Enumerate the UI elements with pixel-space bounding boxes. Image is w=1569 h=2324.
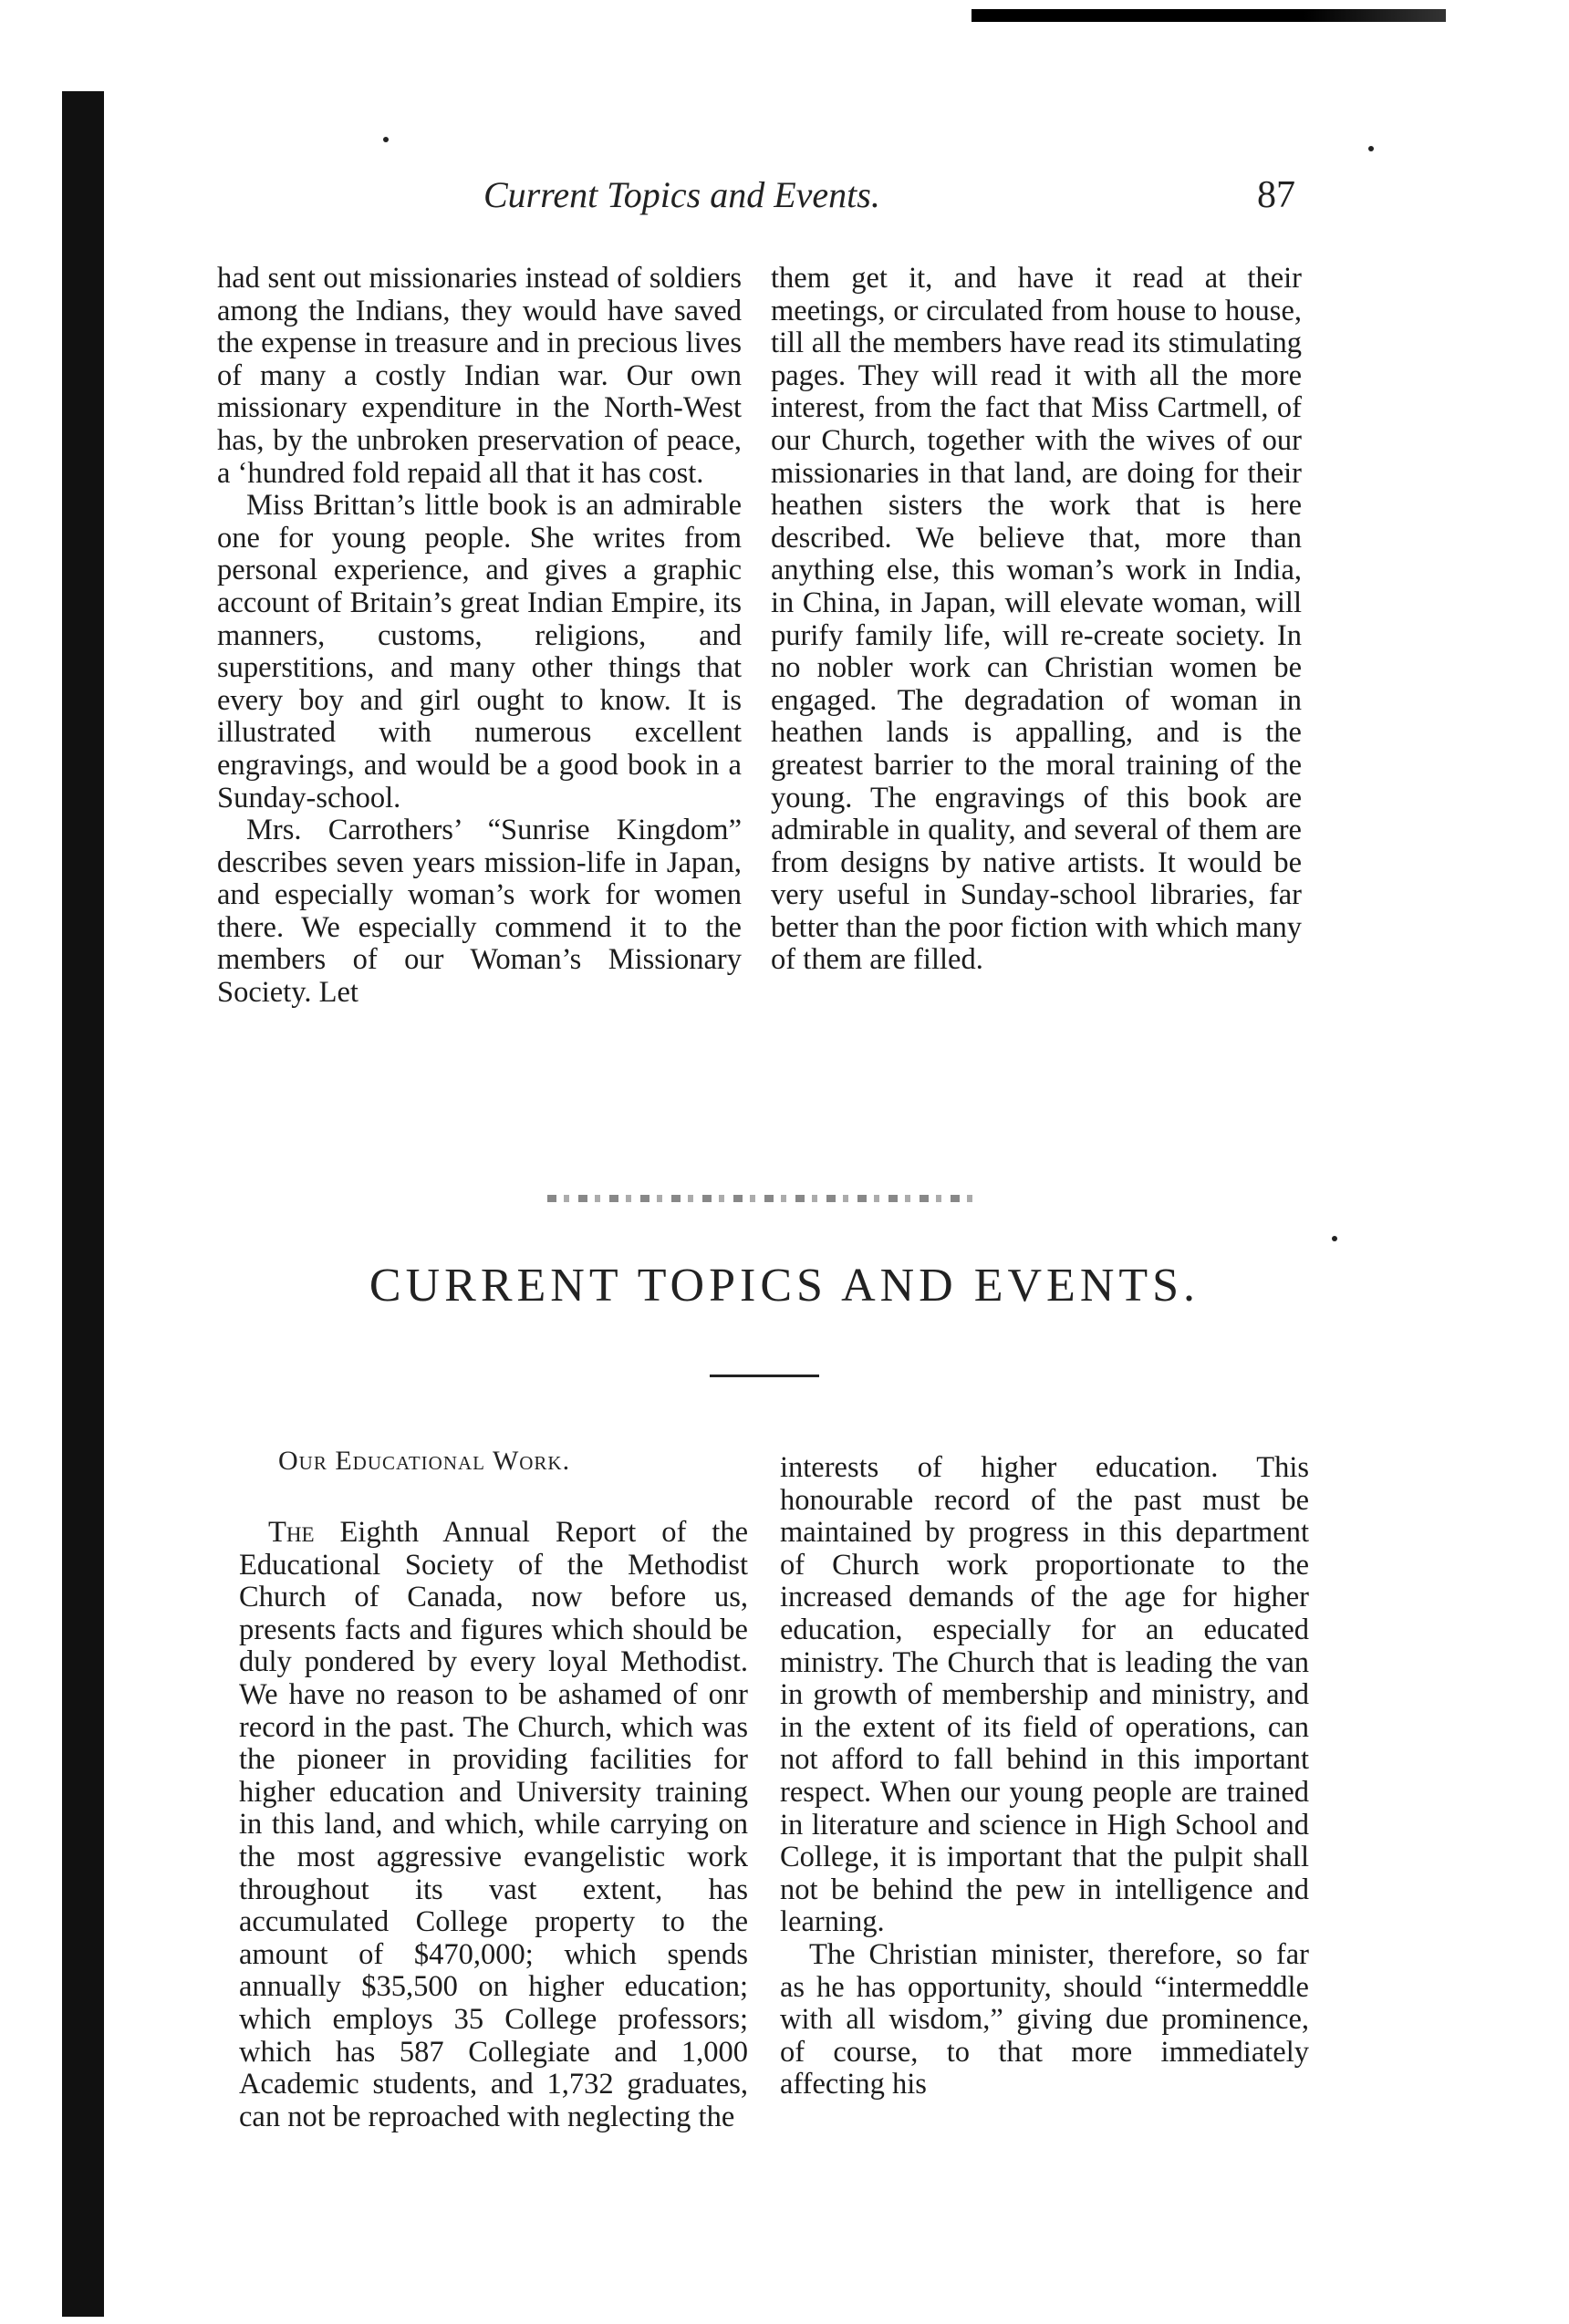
section-ornament-divider (547, 1195, 976, 1202)
paragraph-text: Eighth Annual Report of the Educational Society of the Methodist Church of Canada, now before us, presents facts and figures which should be duly pondered by every loyal Methodist. We have no reason to be ashamed of onr record in the past. The Church, which was the pioneer in providing facilities for higher education and University training in this land, and which, while carrying on the most aggressive evangelistic work throughout its vast extent, has accumulated College property to the amount of $470,000; which spends annually $35,500 on higher education; which employs 35 College professors; which has 587 Collegiate and 1,000 Academic students, and 1,732 graduates, can not be reproached with neglecting the (239, 1516, 748, 2133)
running-head-title: Current Topics and Events. (483, 174, 880, 215)
paragraph: Miss Brittan’s little book is an admirable one for young people. She writes from personal experience, and gives a graphic account of Britain’s great Indian Empire, its manners, customs, religions, and superstitions, and many other things that every boy and girl ought to know. It is illustrated with numerous excellent engravings, and would be a good book in a Sunday-school. (217, 489, 742, 814)
scan-speck (383, 137, 389, 142)
top-left-column (217, 263, 742, 1010)
article-right-column (780, 1452, 1309, 2101)
paragraph: The Christian minister, therefore, so far as he has opportunity, should “intermeddle with all wisdom,” giving due prominence, of course, to that more immediately affecting his (780, 1937, 1309, 2101)
paragraph-lead-word: The (268, 1516, 315, 1549)
scan-speck (1332, 1236, 1337, 1241)
running-head (483, 173, 1295, 216)
paragraph (239, 1517, 748, 2133)
paragraph: them get it, and have it read at their meetings, or circulated from house to house, till all the members have read its stimulating pages. They will read it with all the more interest, from the fact that Miss Cartmell, of our Church, together with the wives of our missionaries in that land, are doing for their heathen sisters the work that is here described. We believe that, more than anything else, this woman’s work in India, in China, in Japan, will elevate woman, will purify family life, will re-create society. In no nobler work can Christian women be engaged. The degradation of woman in heathen lands is appalling, and is the greatest barrier to the moral training of the young. The engravings of this book are admirable in quality, and several of them are from designs by native artists. It would be very useful in Sunday-school libraries, far better than the poor fiction with which many of them are filled. (771, 262, 1302, 977)
title-rule (710, 1375, 819, 1377)
page-number: 87 (1257, 174, 1295, 216)
top-right-column (771, 263, 1302, 977)
paragraph: Mrs. Carrothers’ “Sunrise Kingdom” describes seven years mission-life in Japan, and especially woman’s work for women there. We especially commend it to the members of our Woman’s Missionary Society. Let (217, 814, 742, 1010)
scan-binding-shadow (62, 91, 104, 2317)
paragraph: had sent out missionaries instead of soldiers among the Indians, they would have saved the expense in treasure and in precious lives of many a costly Indian war. Our own missionary expenditure in the North-West has, by the unbroken preservation of peace, a ‘hundred fold repaid all that it has cost. (217, 262, 742, 490)
article-subheading: Our Educational Work. (278, 1446, 571, 1476)
scan-speck (1368, 146, 1374, 151)
article-left-column (239, 1517, 748, 2133)
section-title: CURRENT TOPICS AND EVENTS. (369, 1260, 1200, 1312)
scan-top-rule (972, 9, 1446, 22)
paragraph: interests of higher education. This honourable record of the past must be maintained by progress in this department of Church work proportionate to the increased demands of the age for higher education, especially for an educated ministry. The Church that is leading the van in growth of membership and ministry, and in the extent of its field of operations, can not afford to fall behind in this important respect. When our young people are trained in literature and science in High School and College, it is important that the pulpit shall not be behind the pew in intelligence and learning. (780, 1451, 1309, 1939)
